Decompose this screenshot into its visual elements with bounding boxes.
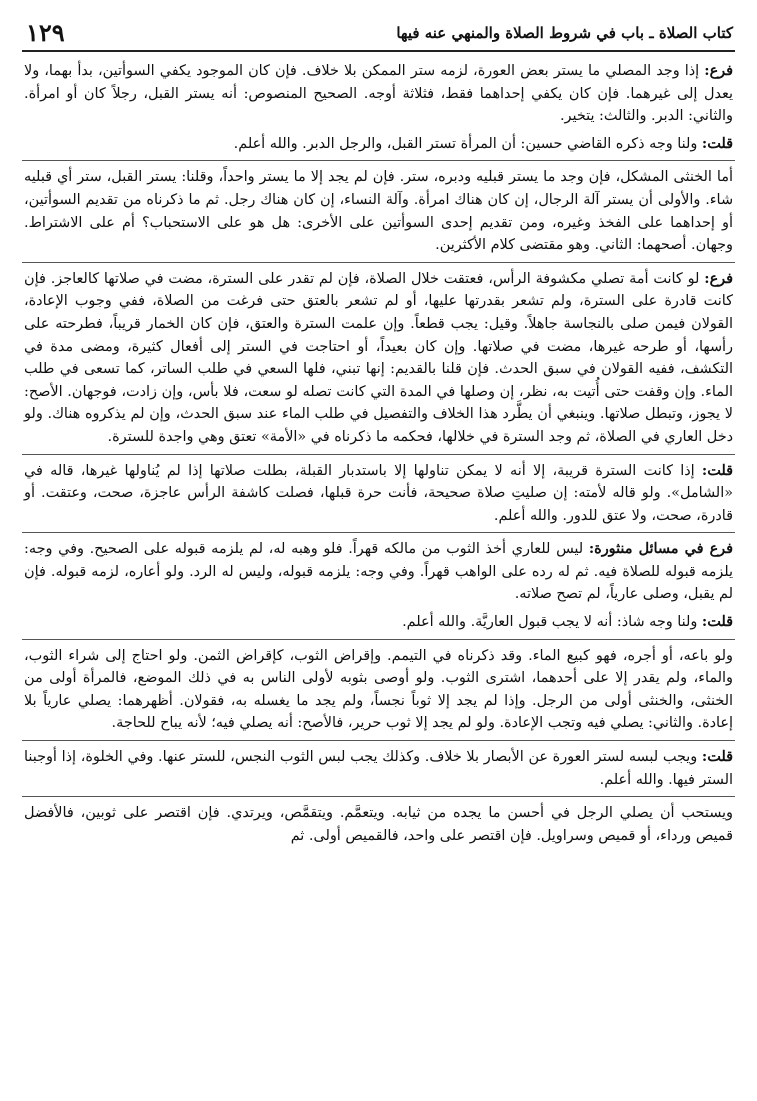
paragraph xyxy=(22,746,735,797)
page-body xyxy=(22,60,735,1101)
paragraph xyxy=(22,60,735,133)
paragraph-text: ليس للعاري أخذ الثوب من مالكه قهراً. فلو وهبه له، لم يلزمه قبوله على الصحيح. وفي وجه: يلزمه قبوله للصلاة فيه. ثم له رده على الواهب قهراً. وفي وجه: يلزمه قبوله، وليس له الرد. ولو أعاره، لزمه قبوله. فإن لم يقبل، وصلى عارياً، لم تصح صلاته. xyxy=(24,541,733,603)
section-label: فرع في مسائل منثورة: xyxy=(588,540,733,558)
paragraph-text: إذا كانت السترة قريبة، إلا أنه لا يمكن تناولها إلا باستدبار القبلة، بطلت صلاتها إذا لم يُناولها غيرها، قاله في «الشامل». ولو قاله لأمته: إن صليتِ صلاة صحيحة، فأنت حرة قبلها، فصلت كاشفة الرأس عاجزة، صحت، وعتقت. أو قادرة، صحت، ولا عتق للدور. والله أعلم. xyxy=(24,462,733,524)
paragraph xyxy=(22,460,735,534)
paragraph xyxy=(22,611,735,640)
section-label: فرع: xyxy=(704,62,733,79)
paragraph-text: إذا وجد المصلي ما يستر بعض العورة، لزمه ستر الممكن بلا خلاف. فإن كان الموجود يكفي السوأتين، بدأ بهما، ولا يعدل إلى غيرهما. فإن كان يكفي إحداهما فقط، فثلاثة أوجه. الصحيح المنصوص: أنه يستر القبل، رجلاً كان أو امرأة. والثاني: الدبر. والثالث: يتخير. xyxy=(24,63,733,125)
paragraph xyxy=(22,133,735,162)
paragraph xyxy=(22,268,735,455)
paragraph xyxy=(22,538,735,611)
paragraph-text: ولنا وجه ذكره القاضي حسين: أن المرأة تستر القبل، والرجل الدبر. والله أعلم. xyxy=(233,135,702,152)
section-label: قلت: xyxy=(701,134,733,152)
chapter-title: كتاب الصلاة ـ باب في شروط الصلاة والمنهي عنه فيها xyxy=(396,24,733,42)
paragraph-text: ويجب لبسه لستر العورة عن الأبصار بلا خلاف. وكذلك يجب لبس الثوب النجس، للستر عنها. وفي الخلوة، إذا أوجبنا الستر فيها. والله أعلم. xyxy=(24,749,733,788)
section-label: قلت: xyxy=(701,748,733,766)
paragraph-text: أما الخنثى المشكل، فإن وجد ما يستر قبليه ودبره، ستر. فإن لم يجد إلا ما يستر واحداً، وقلنا: يستر القبل، ستر أي قبليه شاء. والأولى أن يستر آلة الرجال، إن كان هناك امرأة. وآلة النساء، إن كان هناك رجل. ثم ما ذكرناه من تقديم السوأتين، أو إحداهما على الفخذ وغيره، ومن تقديم إحدى السوأتين على الأخرى: هل هو على الاستحباب؟ أم على الاشتراط. وجهان. أصحهما: الثاني. وهو مقتضى كلام الأكثرين. xyxy=(24,169,733,254)
paragraph xyxy=(22,802,735,852)
section-label: قلت: xyxy=(701,613,733,631)
paragraph xyxy=(22,166,735,262)
paragraph-text: ولو باعه، أو أجره، فهو كبيع الماء. وقد ذكرناه في التيمم. وإقراض الثوب، كإقراض الثمن. ولو احتاج إلى شراء الثوب، والماء، ولم يقدر إلا على أحدهما، اشترى الثوب. ولو أوصى بثوبه لأولى الناس به في ذلك الموضع، فالمرأة أولى من الخنثى، والخنثى أولى من الرجل. وإذا لم يجد إلا ثوباً نجساً، ولم يجد ما يغسله به، فقولان. أظهرهما: يصلي عارياً بلا إعادة. والثاني: يصلي فيه وتجب الإعادة. ولو لم يجد إلا ثوب حرير، فالأصح: أنه يصلي فيه؛ لأنه يباح للحاجة. xyxy=(24,647,733,732)
paragraph xyxy=(22,645,735,741)
paragraph-text: ويستحب أن يصلي الرجل في أحسن ما يجده من ثيابه. ويتعمَّم. ويتقمَّص، ويرتدي. فإن اقتصر على ثوبين، فالأفضل قميص ورداء، أو قميص وسراويل. فإن اقتصر على واحد، فالقميص أولى. ثم xyxy=(24,805,733,844)
paragraph-text: لو كانت أمة تصلي مكشوفة الرأس، فعتقت خلال الصلاة، فإن لم تقدر على السترة، مضت في صلاتها كالعاجز. فإن كانت قادرة على السترة، ولم تشعر بقدرتها عليها، أو لم تشعر بالعتق حتى فرغت من الصلاة، ففي وجوب الإعادة، القولان فيمن صلى بالنجاسة جاهلاً. وقيل: يجب قطعاً. وإن علمت السترة والعتق، فإن كان الخمار قريباً، فطرحته على رأسها، أو طرحه غيرها، مضت في صلاتها. وإن كان بعيداً، أو احتاجت في الستر إلى أفعال كثيرة، ومضى مدة في التكشف، ففيه القولان في سبق الحدث. فإن قلنا بالقديم: إنها تبني، فلها السعي في طلب الساتر، كما تسعى في طلب الماء. وإن وقفت حتى أُتيت به، نظر، إن وصلها في المدة التي كانت تصله لو سعت، فلا بأس، وإن زادت، فوجهان. الأصح: لا يجوز، وتبطل صلاتها. وينبغي أن يطَّرد هذا الخلاف والتفصيل في طلب الماء عند سبق الحدث، وإن لم يذكروه هناك. ولو دخل العاري في الصلاة، ثم وجد السترة في خلالها، فحكمه ما ذكرناه في «الأمة» تعتق وهي واجدة للسترة. xyxy=(24,270,733,445)
section-label: فرع: xyxy=(704,269,733,287)
section-label: قلت: xyxy=(701,461,733,479)
running-header xyxy=(22,18,735,52)
paragraph-text: ولنا وجه شاذ: أنه لا يجب قبول العاريَّة. والله أعلم. xyxy=(402,614,702,631)
page-number: ١٢٩ xyxy=(26,18,65,47)
